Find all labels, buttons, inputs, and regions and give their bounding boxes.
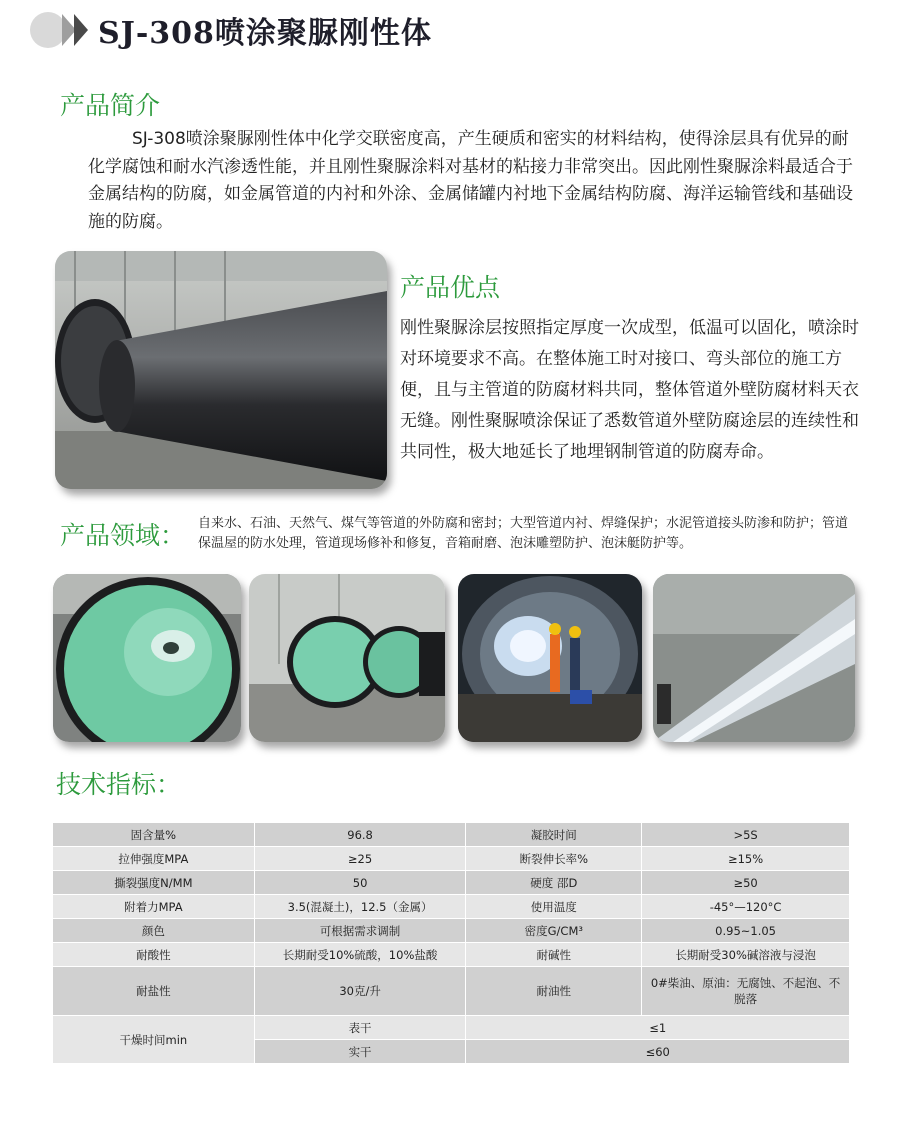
spec-name: 固含量%	[53, 823, 255, 847]
table-row	[53, 895, 850, 919]
spec-value: 长期耐受10%硫酸，10%盐酸	[254, 943, 466, 967]
fields-heading: 产品领域：	[60, 521, 186, 550]
drying-surface-label: 表干	[254, 1016, 466, 1040]
drying-time-label: 干燥时间min	[53, 1016, 255, 1064]
spec-value: 96.8	[254, 823, 466, 847]
table-row	[53, 847, 850, 871]
spec-name: 拉伸强度MPA	[53, 847, 255, 871]
tunnel-spraying-photo	[458, 574, 642, 742]
spec-name: 耐碱性	[466, 943, 642, 967]
spec-name: 耐酸性	[53, 943, 255, 967]
spec-name: 耐油性	[466, 967, 642, 1016]
table-row	[53, 967, 850, 1016]
spec-name: 颜色	[53, 919, 255, 943]
spec-table	[52, 822, 850, 1064]
spec-value: 3.5(混凝土)，12.5（金属）	[254, 895, 466, 919]
green-lined-pipe-photo	[53, 574, 241, 742]
pipe-stack-photo	[249, 574, 445, 742]
spec-name: 附着力MPA	[53, 895, 255, 919]
spec-name: 断裂伸长率%	[466, 847, 642, 871]
spec-name: 硬度 邵D	[466, 871, 642, 895]
spec-value: 可根据需求调制	[254, 919, 466, 943]
spec-name: 撕裂强度N/MM	[53, 871, 255, 895]
drying-hard-value: ≤60	[466, 1040, 850, 1064]
spec-name: 耐盐性	[53, 967, 255, 1016]
pipe-spraying-photo	[653, 574, 855, 742]
spec-name: 密度G/CM³	[466, 919, 642, 943]
spec-value: ≥15%	[642, 847, 850, 871]
spec-value: 50	[254, 871, 466, 895]
spec-value: >5S	[642, 823, 850, 847]
spec-value: 30克/升	[254, 967, 466, 1016]
spec-value: -45°—120°C	[642, 895, 850, 919]
spec-value: ≥25	[254, 847, 466, 871]
table-row	[53, 823, 850, 847]
spec-name: 使用温度	[466, 895, 642, 919]
advantages-heading: 产品优点	[400, 273, 501, 302]
chevron-right-icon	[74, 14, 88, 46]
coated-pipe-photo	[55, 251, 387, 489]
spec-value: ≥50	[642, 871, 850, 895]
table-row	[53, 1016, 850, 1040]
table-row	[53, 871, 850, 895]
title-circle-decoration	[30, 12, 66, 48]
spec-name: 凝胶时间	[466, 823, 642, 847]
spec-value: 长期耐受30%碱溶液与浸泡	[642, 943, 850, 967]
table-row	[53, 943, 850, 967]
advantages-text: 刚性聚脲涂层按照指定厚度一次成型，低温可以固化，喷涂时对环境要求不高。在整体施工时对接口、弯头部位的施工方便，且与主管道的防腐材料共同，整体管道外壁防腐材料天衣无缝。刚性聚脲喷涂保证了悉数管道外壁防腐途层的连续性和共同性，极大地延长了地埋钢制管道的防腐寿命。	[400, 318, 859, 462]
drying-hard-label: 实干	[254, 1040, 466, 1064]
table-row	[53, 919, 850, 943]
intro-heading: 产品简介	[60, 91, 161, 120]
intro-text: SJ-308喷涂聚脲刚性体中化学交联密度高，产生硬质和密实的材料结构，使得涂层具有优异的耐化学腐蚀和耐水汽渗透性能，并且刚性聚脲涂料对基材的粘接力非常突出。因此刚性聚脲涂料最适合于金属结构的防腐，如金属管道的内衬和外涂、金属储罐内衬地下金属结构防腐、海洋运输管线和基础设施的防腐。	[88, 129, 853, 232]
fields-text: 自来水、石油、天然气、煤气等管道的外防腐和密封；大型管道内衬、焊缝保护；水泥管道接头防渗和防护；管道保温屋的防水处理，管道现场修补和修复，音箱耐磨、泡沫雕塑防护、泡沫艇防护等。	[198, 516, 849, 551]
page-title: SJ-308喷涂聚脲刚性体	[98, 16, 432, 51]
drying-surface-value: ≤1	[466, 1016, 850, 1040]
specs-heading: 技术指标：	[56, 770, 182, 799]
spec-value: 0#柴油、原油：无腐蚀、不起泡、不脱落	[642, 967, 850, 1016]
spec-value: 0.95~1.05	[642, 919, 850, 943]
